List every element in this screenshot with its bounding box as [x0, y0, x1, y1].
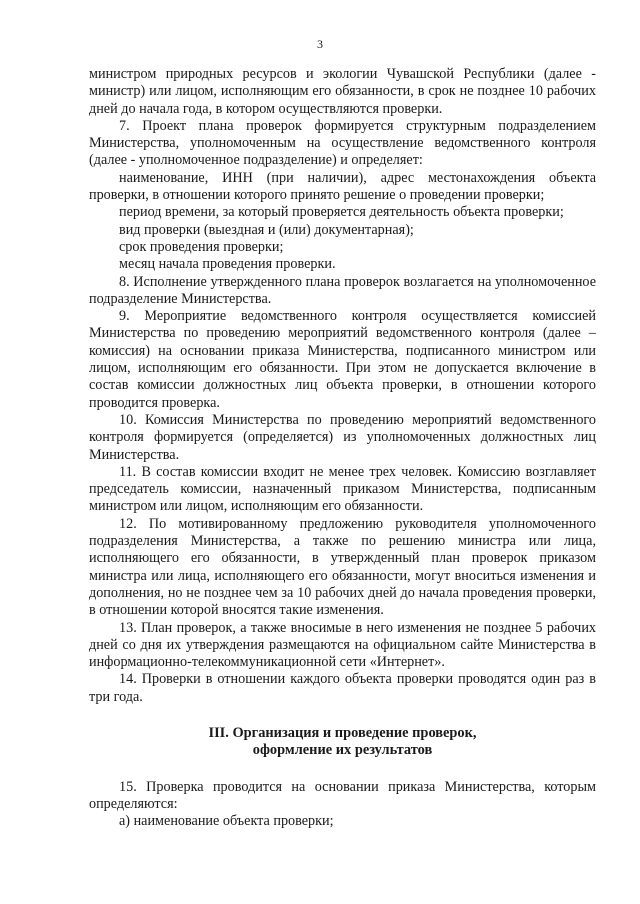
paragraph: 10. Комиссия Министерства по проведению мероприятий ведомственного контроля формируется (определяется) из уполномоченных должностных лиц Министерства.: [89, 411, 596, 463]
paragraph: 9. Мероприятие ведомственного контроля осуществляется комиссией Министерства по проведению мероприятий ведомственного контроля (далее – комиссия) на основании приказа Министерства, подписанного министром или лицом, исполняющим его обязанности. При этом не допускается включение в состав комиссии должностных лиц объекта проверки, в отношении которого проводится проверка.: [89, 308, 596, 411]
section-heading: [89, 725, 596, 760]
paragraphs-top: [89, 66, 596, 706]
paragraph: месяц начала проведения проверки.: [119, 256, 336, 273]
paragraph: 13. План проверок, а также вносимые в него изменения не позднее 5 рабочих дней со дня их утверждения размещаются на официальном сайте Министерства в информационно-телекоммуникационной сети «Интернет».: [89, 619, 596, 671]
paragraphs-bottom: [89, 779, 596, 831]
paragraph: 7. Проект плана проверок формируется структурным подразделением Министерства, уполномоченным на осуществление ведомственного контроля (далее - уполномоченное подразделение) и определяет:: [89, 117, 596, 169]
paragraph: период времени, за который проверяется деятельность объекта проверки;: [119, 204, 564, 221]
paragraph: срок проведения проверки;: [119, 238, 284, 255]
paragraph: 8. Исполнение утвержденного плана проверок возлагается на уполномоченное подразделение Министерства.: [89, 273, 596, 307]
paragraph: министром природных ресурсов и экологии Чувашской Республики (далее - министр) или лицом, исполняющим его обязанности, в срок не позднее 10 рабочих дней до начала года, в котором осуществляются проверки.: [89, 66, 596, 117]
paragraph: наименование, ИНН (при наличии), адрес местонахождения объекта проверки, в отношении которого принято решение о проведении проверки;: [89, 169, 596, 204]
paragraph: 14. Проверки в отношении каждого объекта проверки проводятся один раз в три года.: [89, 671, 596, 705]
page-number: 3: [317, 37, 323, 51]
paragraph: а) наименование объекта проверки;: [119, 813, 334, 830]
paragraph: 15. Проверка проводится на основании приказа Министерства, которым определяются:: [89, 778, 596, 812]
document-body: [89, 66, 596, 830]
section-heading-line: оформление их результатов: [252, 742, 433, 759]
paragraph: 12. По мотивированному предложению руководителя уполномоченного подразделения Министерства, а также по решению министра или лица, исполняющего его обязанности, в утвержденный план проверок приказом министра или лица, исполняющего его обязанности, могут вноситься изменения и дополнения, но не позднее чем за 10 рабочих дней до начала проведения проверки, в отношении которой вносятся такие изменения.: [89, 515, 596, 619]
paragraph: вид проверки (выездная и (или) документарная);: [119, 221, 414, 238]
section-heading-line: III. Организация и проведение проверок,: [208, 724, 477, 741]
paragraph: 11. В состав комиссии входит не менее трех человек. Комиссию возглавляет председатель комиссии, назначенный приказом Министерства, подписанным министром или лицом, исполняющим его обязанности.: [89, 463, 596, 515]
